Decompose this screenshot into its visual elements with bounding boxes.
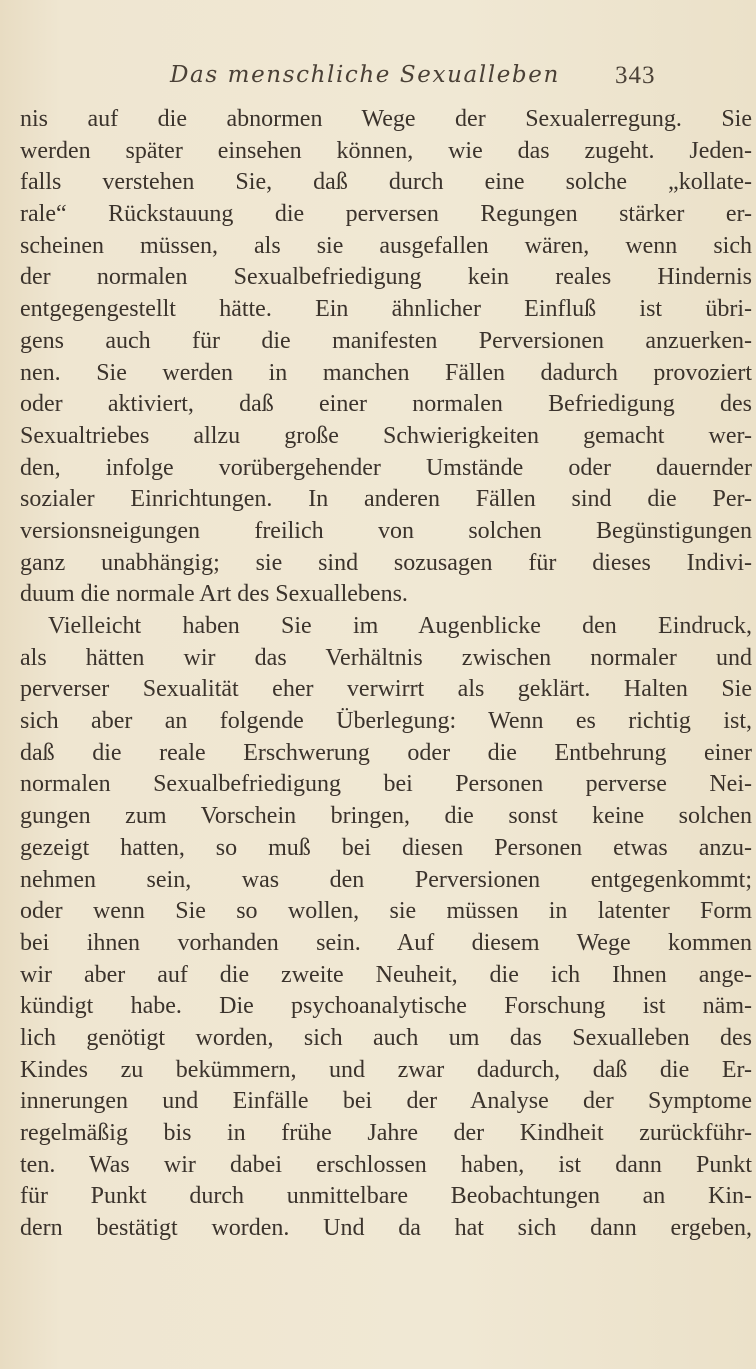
text-line: sich aber an folgende Überlegung: Wenn es richtig ist, xyxy=(20,708,752,735)
text-line: gens auch für die manifesten Perversionen anzuerken- xyxy=(20,327,752,354)
page-header xyxy=(0,62,756,98)
text-line: kündigt habe. Die psychoanalytische Forschung ist näm- xyxy=(20,993,752,1020)
text-line: gezeigt hatten, so muß bei diesen Personen etwas anzu- xyxy=(20,834,752,861)
paragraph-end-line: duum die normale Art des Sexuallebens. xyxy=(20,581,408,608)
text-line: gungen zum Vorschein bringen, die sonst keine solchen xyxy=(20,803,752,830)
text-line: rale“ Rückstauung die perversen Regungen stärker er- xyxy=(20,201,752,228)
text-line: sozialer Einrichtungen. In anderen Fällen sind die Per- xyxy=(20,486,752,513)
text-line: als hätten wir das Verhältnis zwischen normaler und xyxy=(20,644,752,671)
running-title: Das menschliche Sexualleben xyxy=(170,62,560,88)
body-text xyxy=(20,104,752,1245)
text-line: daß die reale Erschwerung oder die Entbehrung einer xyxy=(20,739,752,766)
text-line: oder wenn Sie so wollen, sie müssen in latenter Form xyxy=(20,898,752,925)
text-line: entgegengestellt hätte. Ein ähnlicher Einfluß ist übri- xyxy=(20,296,752,323)
page-number: 343 xyxy=(615,62,656,89)
text-line: oder aktiviert, daß einer normalen Befriedigung des xyxy=(20,391,752,418)
text-line: dern bestätigt worden. Und da hat sich dann ergeben, xyxy=(20,1215,752,1242)
text-line: nen. Sie werden in manchen Fällen dadurch provoziert xyxy=(20,359,752,386)
text-line: scheinen müssen, als sie ausgefallen wären, wenn sich xyxy=(20,232,752,259)
text-line: normalen Sexualbefriedigung bei Personen perverse Nei- xyxy=(20,771,752,798)
text-line: nis auf die abnormen Wege der Sexualerregung. Sie xyxy=(20,106,752,132)
text-line: ten. Was wir dabei erschlossen haben, ist dann Punkt xyxy=(20,1151,752,1178)
text-line: versionsneigungen freilich von solchen Begünstigungen xyxy=(20,517,752,544)
text-line: regelmäßig bis in frühe Jahre der Kindheit zurückführ- xyxy=(20,1120,752,1146)
text-line: bei ihnen vorhanden sein. Auf diesem Wege kommen xyxy=(20,929,752,956)
text-line: Kindes zu bekümmern, und zwar dadurch, daß die Er- xyxy=(20,1056,752,1083)
text-line: lich genötigt worden, sich auch um das Sexualleben des xyxy=(20,1024,752,1051)
text-line: falls verstehen Sie, daß durch eine solche „kollate- xyxy=(20,169,752,196)
text-line: perverser Sexualität eher verwirrt als geklärt. Halten Sie xyxy=(20,676,752,703)
text-line: nehmen sein, was den Perversionen entgegenkommt; xyxy=(20,866,752,893)
paragraph-start-line: Vielleicht haben Sie im Augenblicke den Eindruck, xyxy=(48,613,752,639)
text-line: innerungen und Einfälle bei der Analyse der Symptome xyxy=(20,1088,752,1115)
text-line: ganz unabhängig; sie sind sozusagen für dieses Indivi- xyxy=(20,549,752,576)
text-line: den, infolge vorübergehender Umstände oder dauernder xyxy=(20,454,752,481)
text-line: der normalen Sexualbefriedigung kein reales Hindernis xyxy=(20,264,752,291)
text-line: für Punkt durch unmittelbare Beobachtungen an Kin- xyxy=(20,1183,752,1210)
text-line: wir aber auf die zweite Neuheit, die ich Ihnen ange- xyxy=(20,961,752,988)
text-line: werden später einsehen können, wie das zugeht. Jeden- xyxy=(20,137,752,164)
text-line: Sexualtriebes allzu große Schwierigkeiten gemacht wer- xyxy=(20,422,752,449)
